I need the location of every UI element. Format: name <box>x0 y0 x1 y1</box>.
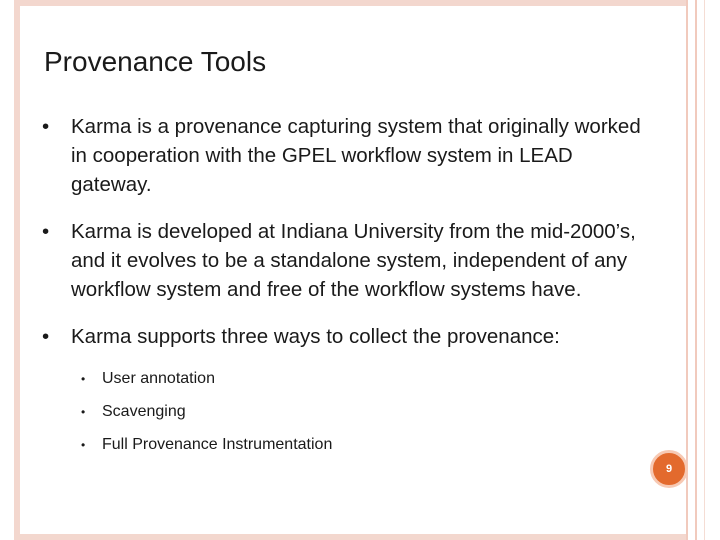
bullet-marker: • <box>42 220 50 243</box>
frame-left-border <box>14 0 20 540</box>
bullet-item <box>42 112 642 199</box>
sub-bullet-item <box>42 402 642 422</box>
sub-bullet-text: Scavenging <box>102 403 186 420</box>
bullet-text: Karma is a provenance capturing system that originally worked in cooperation with the GPEL workflow system in LEAD gateway. <box>71 115 641 196</box>
sub-bullet-marker: • <box>81 405 86 419</box>
frame-top-border <box>14 0 686 6</box>
bullet-marker: • <box>42 325 50 348</box>
sub-bullet-item <box>42 435 642 455</box>
sub-bullet-marker: • <box>81 372 86 386</box>
bullet-text: Karma is developed at Indiana University from the mid-2000’s, and it evolves to be a standalone system, independent of any workflow system and free of the workflow systems have. <box>71 220 636 301</box>
sub-bullet-text: Full Provenance Instrumentation <box>102 436 333 453</box>
sub-bullet-marker: • <box>81 438 86 452</box>
slide-title: Provenance Tools <box>44 46 267 77</box>
page-number-badge <box>650 450 688 488</box>
bullet-item <box>42 322 642 351</box>
bullet-marker: • <box>42 115 50 138</box>
side-stripe <box>704 0 705 540</box>
frame-bottom-border <box>14 534 686 540</box>
slide-content <box>42 112 642 468</box>
side-stripe <box>686 0 688 540</box>
bullet-text: Karma supports three ways to collect the provenance: <box>71 325 560 348</box>
side-stripe <box>695 0 697 540</box>
sub-bullet-list <box>42 369 642 455</box>
sub-bullet-text: User annotation <box>102 370 215 387</box>
bullet-item <box>42 217 642 304</box>
page-number: 9 <box>665 463 673 475</box>
sub-bullet-item <box>42 369 642 389</box>
